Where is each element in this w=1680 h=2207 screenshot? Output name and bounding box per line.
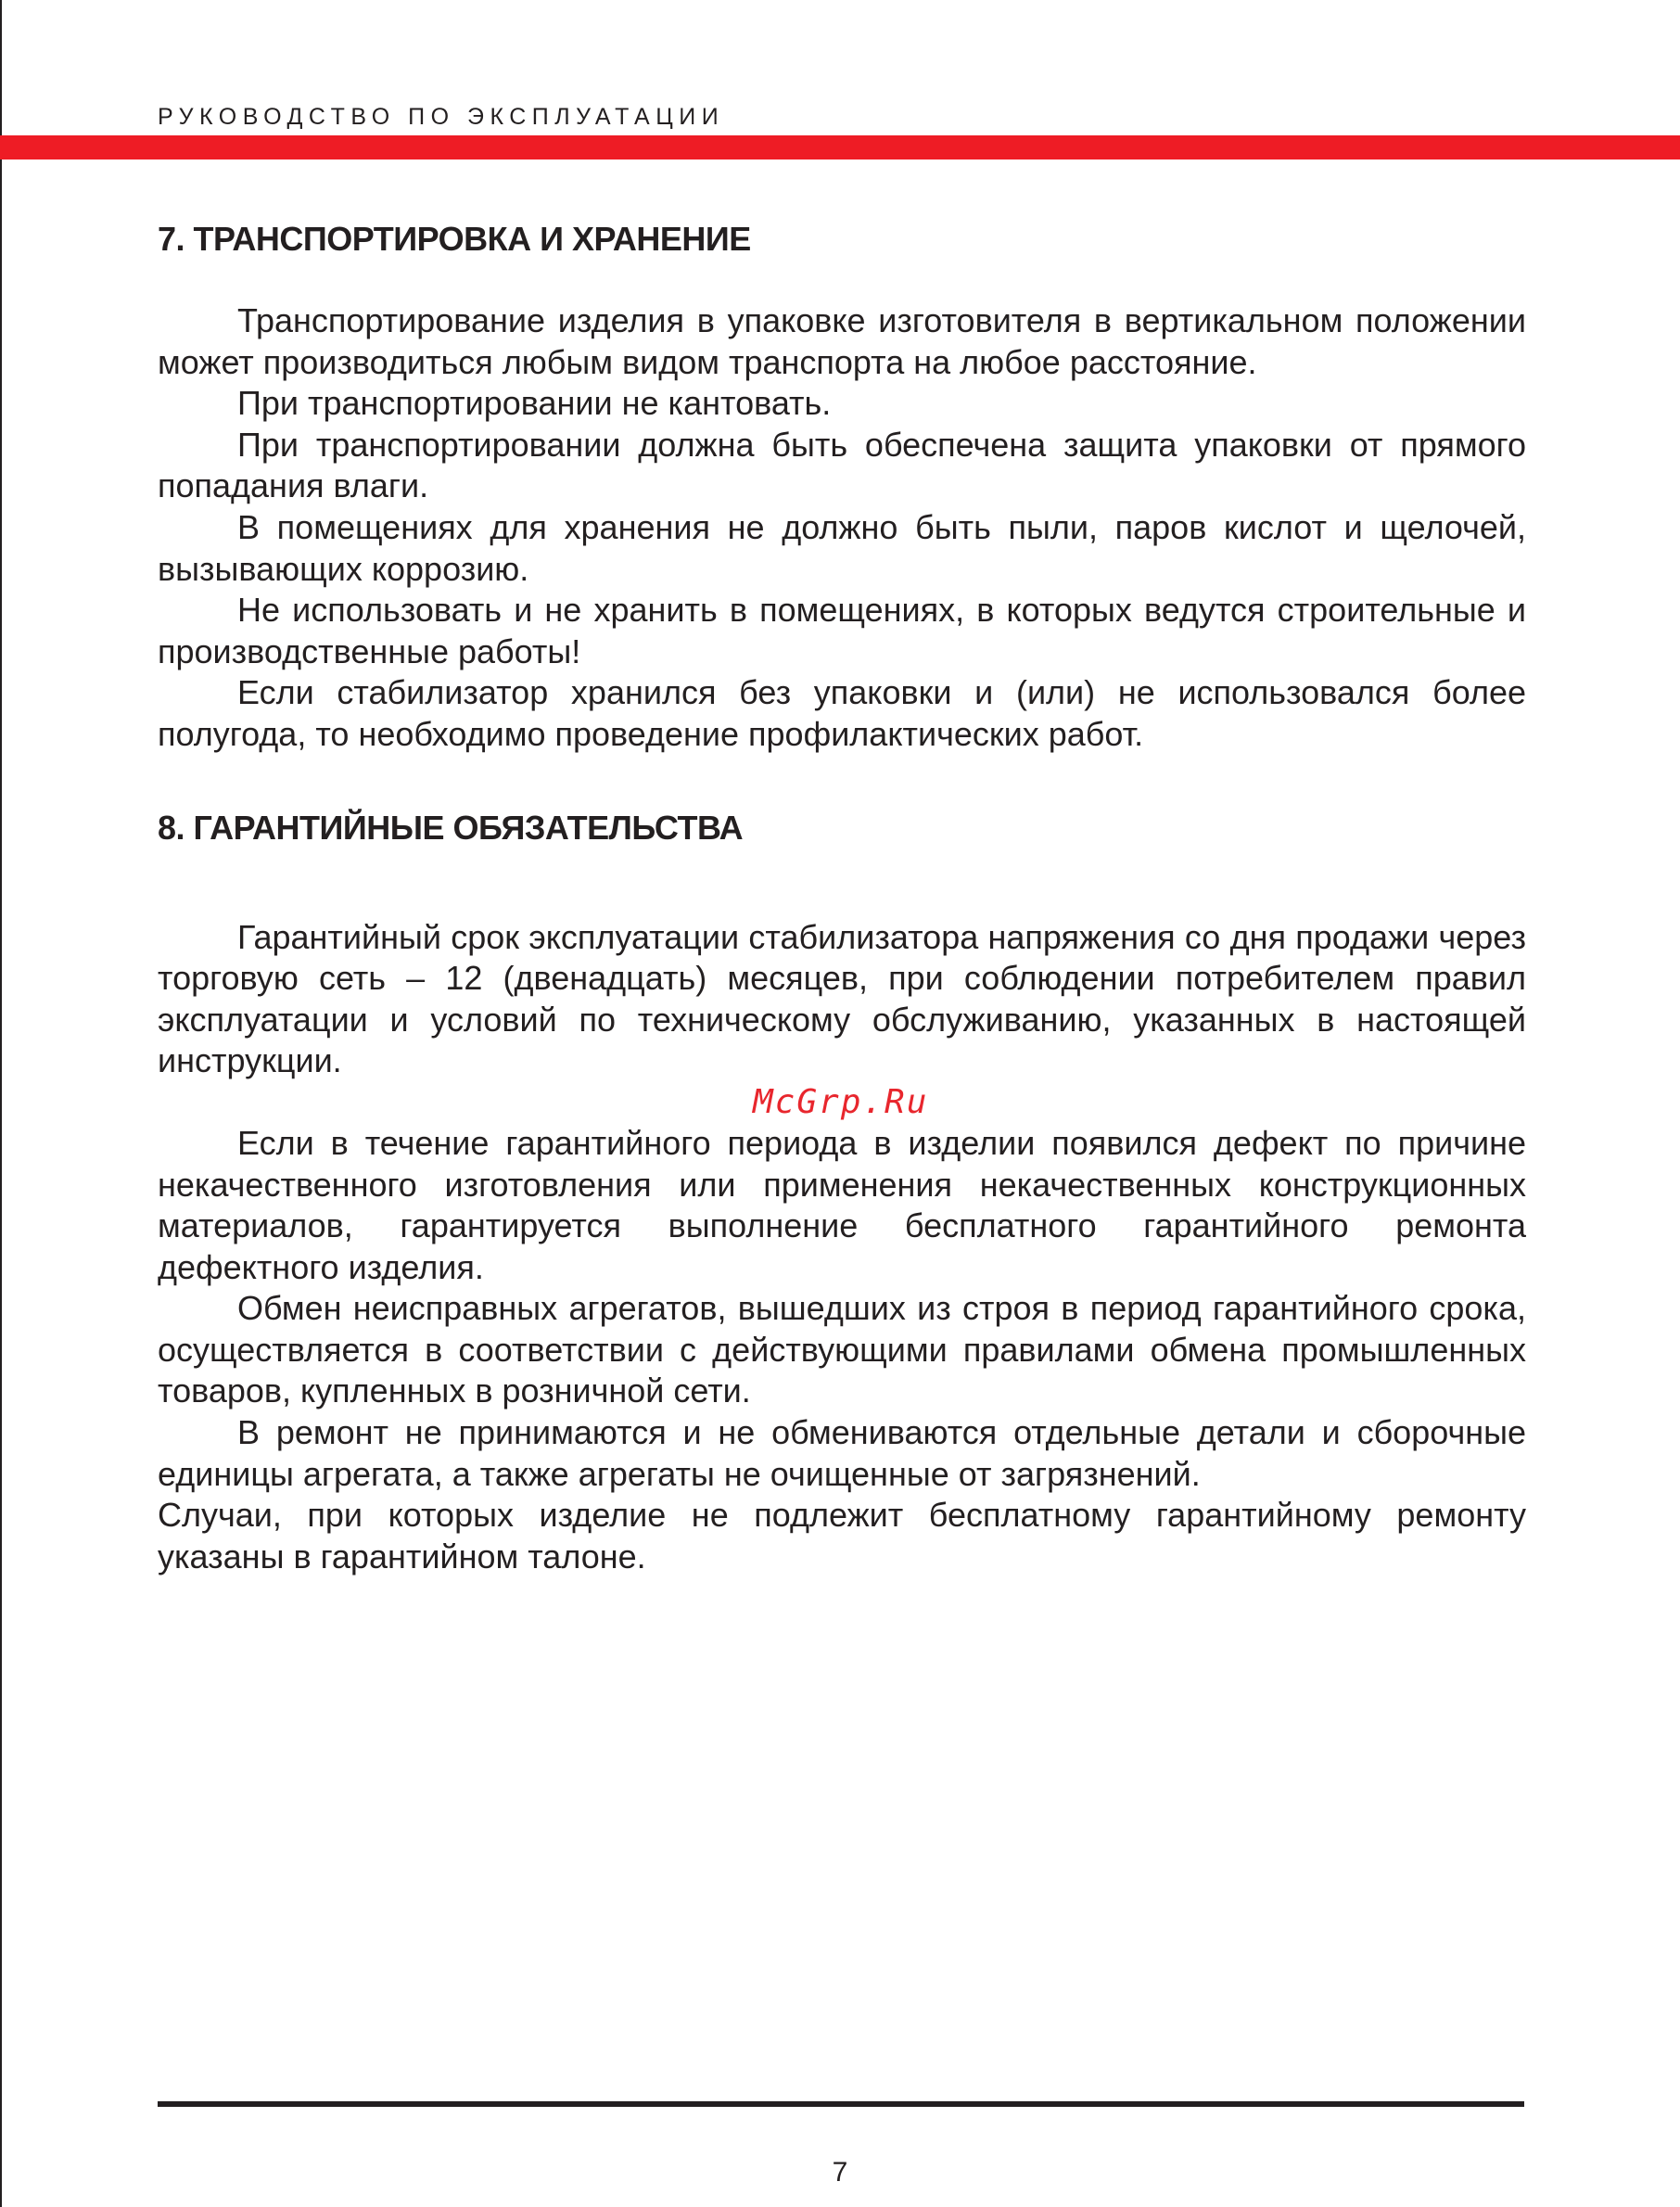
section-7-paragraph-3: При транспортировании должна быть обеспечена защита упаковки от прямого попадания влаги. (158, 425, 1526, 505)
section-7-title: 7. ТРАНСПОРТИРОВКА И ХРАНЕНИЕ (158, 220, 751, 258)
header-accent-band (0, 135, 1680, 159)
section-7-paragraph-6: Если стабилизатор хранился без упаковки и (или) не использовался более полугода, то необходимо проведение профилактических работ. (158, 673, 1526, 753)
footer-rule (158, 2101, 1524, 2107)
section-7-paragraph-1: Транспортирование изделия в упаковке изготовителя в вертикальном положении может производиться любым видом транспорта на любое расстояние. (158, 301, 1526, 381)
section-8-paragraph-5: Случаи, при которых изделие не подлежит бесплатному гарантийному ремонту указаны в гарантийном талоне. (158, 1496, 1526, 1576)
section-7-paragraph-4: В помещениях для хранения не должно быть пыли, паров кислот и щелочей, вызывающих коррозию. (158, 507, 1526, 588)
page-number: 7 (832, 2157, 848, 2188)
running-header: РУКОВОДСТВО ПО ЭКСПЛУАТАЦИИ (158, 104, 725, 130)
section-8-paragraph-4: В ремонт не принимаются и не обмениваются отдельные детали и сборочные единицы агрегата, а также агрегаты не очищенные от загрязнений. (158, 1413, 1526, 1493)
section-8-paragraph-3: Обмен неисправных агрегатов, вышедших из строя в период гарантийного срока, осуществляется в соответствии с действующими правилами обмена промышленных товаров, купленных в розничной сети. (158, 1289, 1526, 1410)
page-content (158, 219, 1526, 1577)
section-8-title: 8. ГАРАНТИЙНЫЕ ОБЯЗАТЕЛЬСТВА (158, 808, 744, 847)
section-7-paragraph-2: При транспортировании не кантовать. (237, 384, 832, 423)
left-edge-rule (0, 0, 2, 2207)
watermark-link[interactable]: McGrp.Ru (753, 1083, 929, 1121)
section-8-paragraph-2: Если в течение гарантийного периода в изделии появился дефект по причине некачественного изготовления или применения некачественных конструкционных материалов, гарантируется выполнение бесплатного гарантийного ремонта дефектного изделия. (158, 1123, 1526, 1286)
section-7-paragraph-5: Не использовать и не хранить в помещениях, в которых ведутся строительные и производственные работы! (158, 591, 1526, 670)
section-8-paragraph-1: Гарантийный срок эксплуатации стабилизатора напряжения со дня продажи через торговую сеть – 12 (двенадцать) месяцев, при соблюдении потребителем правил эксплуатации и условий по техническому обслуживанию, указанных в настоящей инструкции. (158, 917, 1526, 1080)
